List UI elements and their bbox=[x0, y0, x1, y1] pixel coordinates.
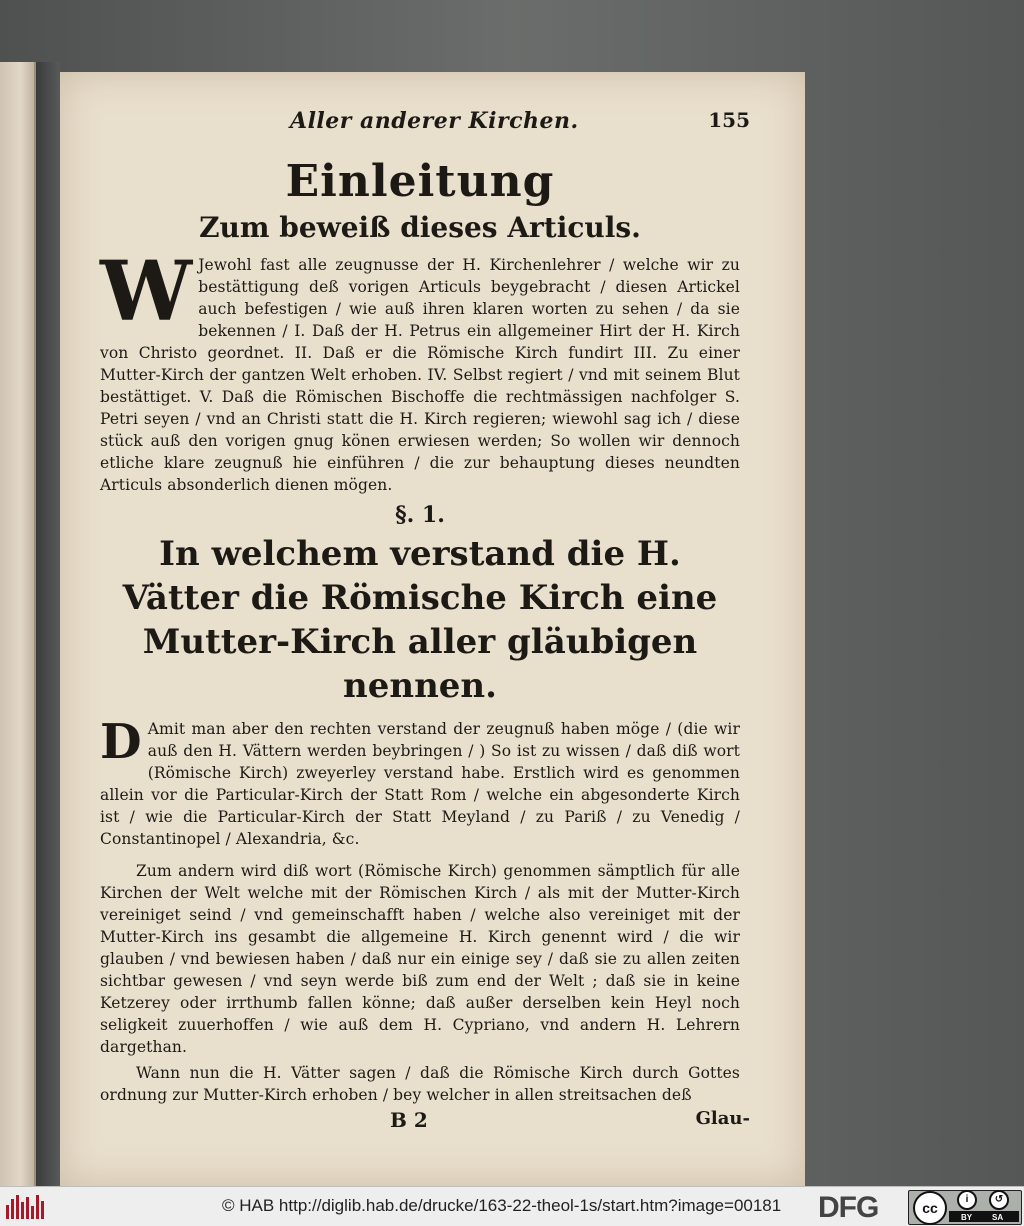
gutter-shadow bbox=[36, 62, 60, 1186]
catchword: Glau- bbox=[695, 1108, 750, 1129]
running-title: Aller anderer Kirchen. bbox=[290, 108, 579, 134]
paragraph-1 bbox=[100, 714, 740, 850]
signature-mark: B 2 bbox=[390, 1108, 428, 1132]
section-mark: §. 1. bbox=[395, 502, 445, 528]
by-label: BY bbox=[961, 1213, 973, 1222]
cc-icon: cc bbox=[913, 1191, 947, 1225]
paragraph-3: Wann nun die H. Vätter sagen / daß die Römische Kirch durch Gottes ordnung zur Mutter-Kirch erhoben / bey welcher in allen streitsachen deß bbox=[100, 1064, 740, 1104]
paragraph-2: Zum andern wird diß wort (Römische Kirch) genommen sämptlich für alle Kirchen der Welt welche mit der Römischen Kirch / als mit der Mutter-Kirch vereiniget seind / vnd gemeinschafft haben / welche also vereiniget mit der Mutter-Kirch ins gesambt die allgemeine H. Kirch genennt wird / die wir glauben / vnd bewiesen haben / daß nur ein einige sey / daß sie zu allen zeiten sichtbar gewesen / vnd seyn werde biß zum end der Welt ; daß sie in keine Ketzerey oder irrthumb fallen könne; daß außer derselben kein Heyl noch seligkeit zuuerhoffen / wie auß dem H. Cypriano, vnd andern H. Lehrern dargethan. bbox=[100, 862, 740, 1056]
book-page bbox=[60, 72, 805, 1186]
chapter-subheading: Zum beweiß dieses Articuls. bbox=[199, 211, 641, 244]
cc-by-sa-badge[interactable] bbox=[908, 1190, 1022, 1225]
share-alike-icon: ↺ bbox=[989, 1190, 1009, 1210]
paragraph-1-drop-cap: D bbox=[100, 714, 142, 770]
intro-paragraph bbox=[100, 244, 740, 496]
paragraph-1-text: Amit man aber den rechten verstand der zeugnuß haben möge / (die wir auß den H. Vättern werden beybringen / ) So ist zu wissen / daß diß wort (Römische Kirch) zweyerley verstand habe. Erstlich wird es genommen allein vor die Particular-Kirch der Statt Rom / welche ein abgesonderte Kirch ist / wie die Particular-Kirch der Statt Meyland / zu Pariß / zu Venedig / Constantinopel / Alexandria, &c. bbox=[100, 720, 740, 848]
facing-page-edge bbox=[0, 62, 36, 1186]
viewer-footer bbox=[0, 1186, 1024, 1226]
dfg-logo[interactable]: DFG bbox=[818, 1191, 879, 1224]
attribution-icon: i bbox=[957, 1190, 977, 1210]
chapter-heading: Einleitung bbox=[285, 156, 555, 207]
hab-logo-icon[interactable] bbox=[6, 1195, 46, 1219]
catchline bbox=[100, 1108, 750, 1134]
sa-label: SA bbox=[992, 1213, 1004, 1222]
running-head bbox=[100, 108, 750, 144]
copyright-url-link[interactable]: © HAB http://diglib.hab.de/drucke/163-22-theol-1s/start.htm?image=00181 bbox=[222, 1196, 782, 1215]
page-number: 155 bbox=[708, 108, 750, 132]
intro-text: Jewohl fast alle zeugnusse der H. Kirchenlehrer / welche wir zu bestättigung deß vorigen Articuls beygebracht / diesen Artickel auch befestigen / wie auß ihren klaren worten zu sehen / da sie bekennen / I. Daß der H. Petrus ein allgemeiner Hirt der H. Kirch von Christo geordnet. II. Daß er die Römische Kirch fundirt III. Zu einer Mutter-Kirch der gantzen Welt erhoben. IV. Selbst regiert / vnd mit seinem Blut bestättiget. V. Daß die Römischen Bischoffe die rechtmässigen nachfolger S. Petri seyen / vnd an Christi statt die H. Kirch regieren; wiewohl sag ich / diese stück auß den vorigen gnug könen erwiesen werden; So wollen wir dennoch etliche klare zeugnuß hie einführen / die zur behauptung dieses neundten Articuls absonderlich dienen mögen. bbox=[100, 256, 740, 494]
cc-badge-bar bbox=[949, 1211, 1019, 1222]
section-heading: In welchem verstand die H. Vätter die Römische Kirch eine Mutter-Kirch aller gläubigen nennen. bbox=[122, 534, 718, 706]
intro-drop-cap: W bbox=[100, 244, 193, 340]
page-text-block bbox=[100, 108, 750, 1134]
